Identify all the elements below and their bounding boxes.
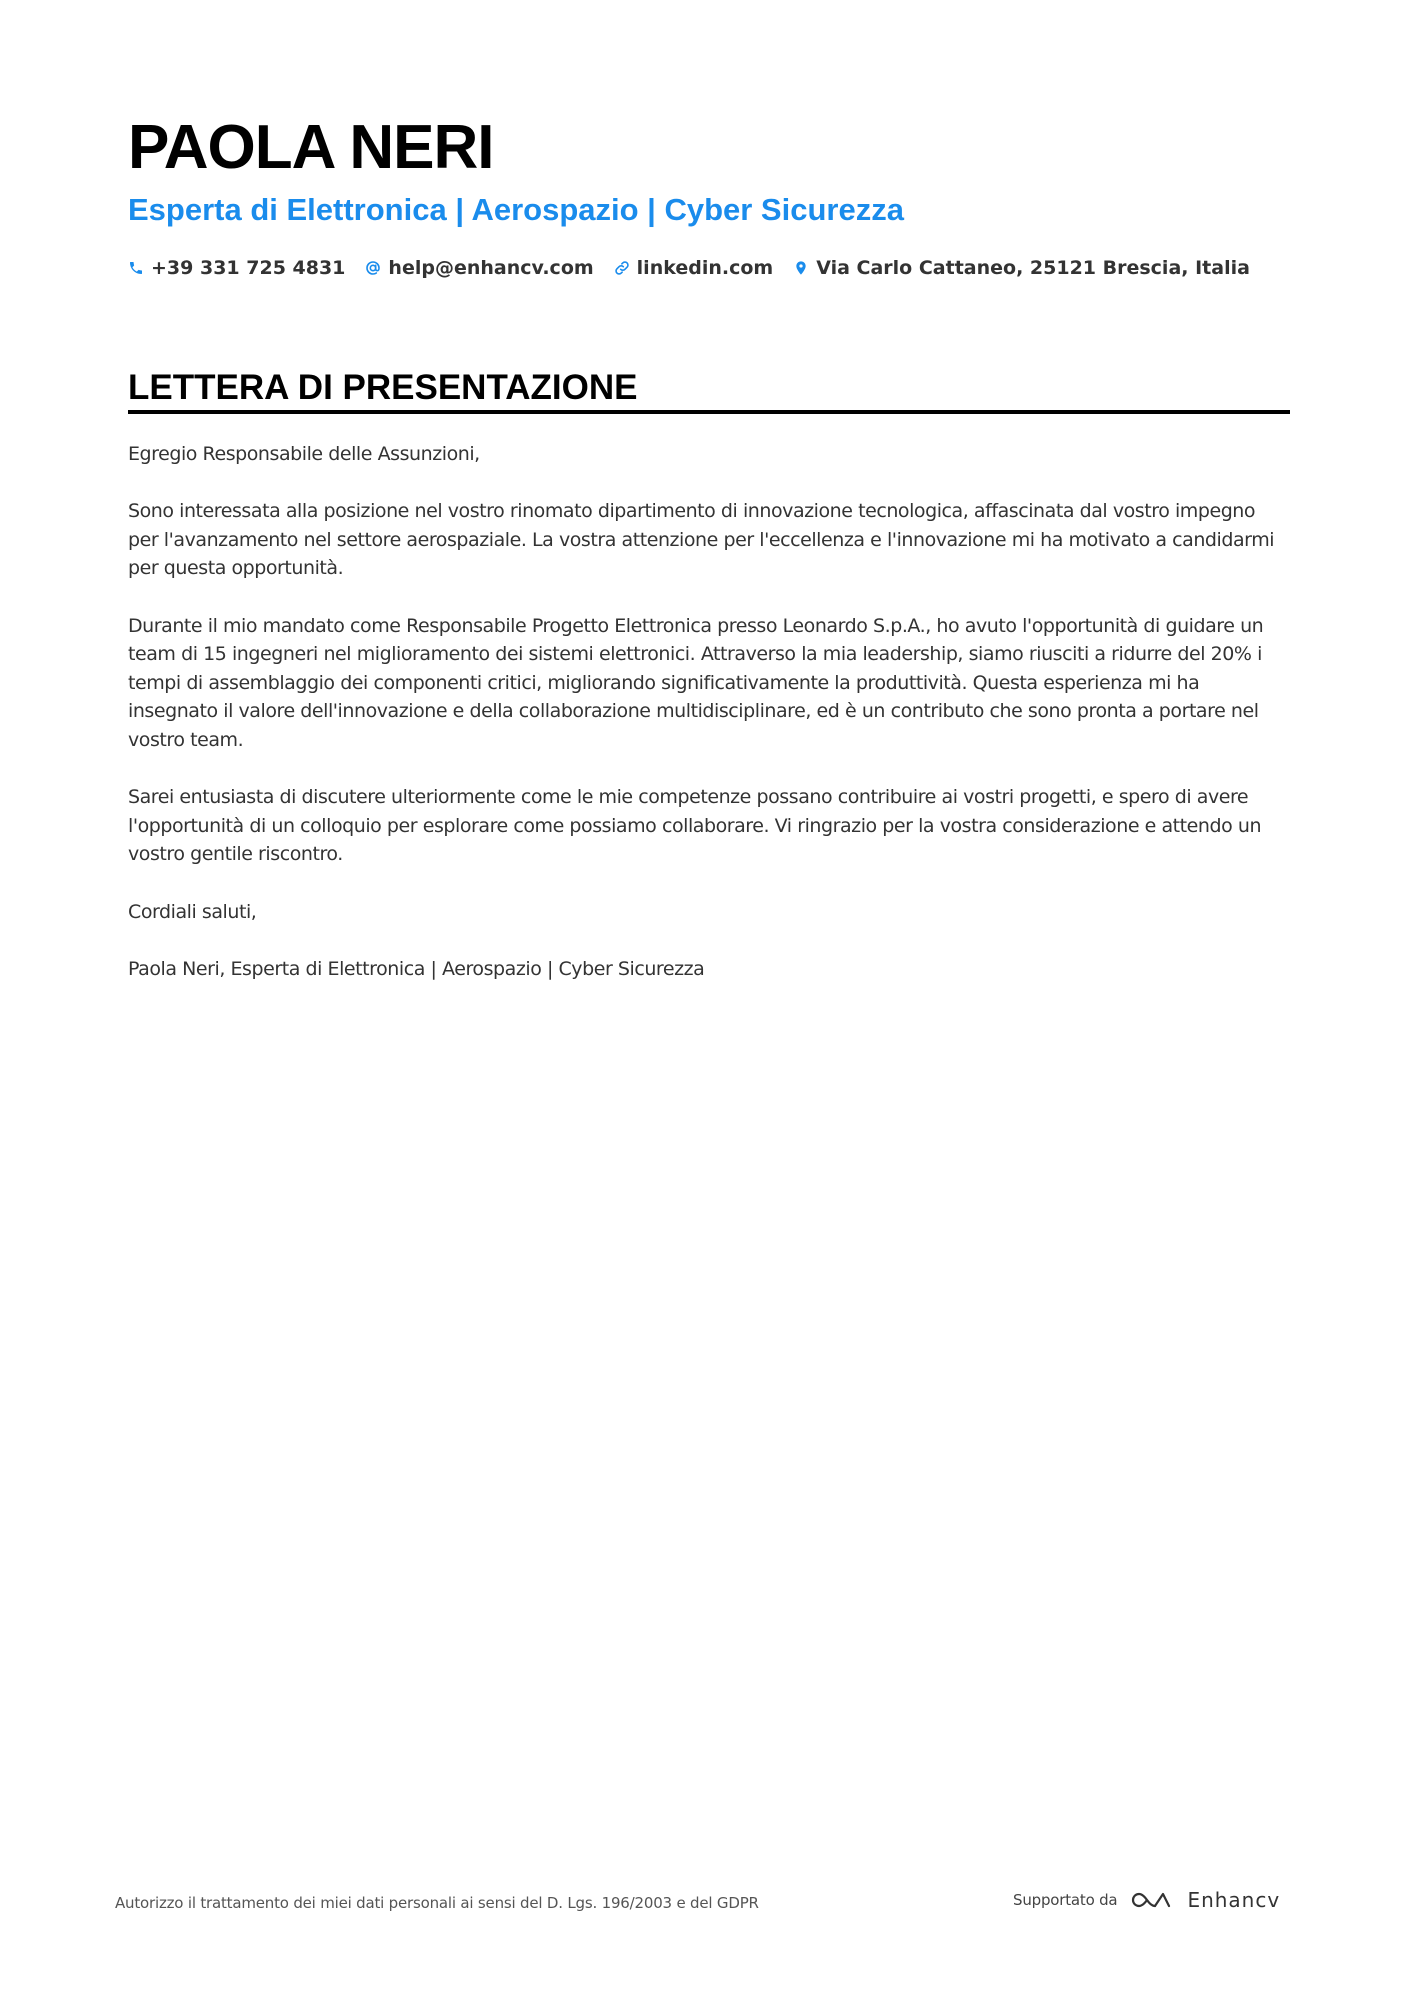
candidate-headline: Esperta di Elettronica | Aerospazio | Cyber Sicurezza: [128, 192, 904, 227]
letter-paragraph: Sono interessata alla posizione nel vostro rinomato dipartimento di innovazione tecnologica, affascinata dal vostro impegno per l'avanzamento nel settore aerospaziale. La vostra attenzione per l'eccellenza e l'innovazione mi ha motivato a candidarmi per questa opportunità.: [128, 500, 1275, 580]
candidate-name: PAOLA NERI: [128, 113, 494, 182]
letter-signature: Paola Neri, Esperta di Elettronica | Aerospazio | Cyber Sicurezza: [128, 957, 705, 980]
contact-bar: [128, 252, 1270, 284]
letter-paragraph: Sarei entusiasta di discutere ulteriormente come le mie competenze possano contribuire ai vostri progetti, e spero di avere l'opportunità di un colloquio per esplorare come possiamo collaborare. Vi ringrazio per la vostra considerazione e attendo un vostro gentile riscontro.: [128, 786, 1262, 866]
contact-address-text: Via Carlo Cattaneo, 25121 Brescia, Italia: [816, 257, 1250, 279]
enhancv-logo-icon: [1127, 1888, 1175, 1912]
location-pin-icon: [793, 260, 809, 276]
link-icon: [614, 260, 630, 276]
contact-phone-text: +39 331 725 4831: [151, 257, 346, 279]
privacy-consent: Autorizzo il trattamento dei miei dati personali ai sensi del D. Lgs. 196/2003 e del GDPR: [115, 1894, 759, 1912]
at-sign-icon: [365, 260, 381, 276]
contact-address: [793, 252, 1250, 284]
contact-phone[interactable]: [128, 252, 345, 284]
powered-by-badge[interactable]: [1013, 1880, 1280, 1920]
contact-linkedin-text: linkedin.com: [636, 257, 774, 279]
section-title: LETTERA DI PRESENTAZIONE: [128, 368, 638, 407]
brand-name: Enhancv: [1187, 1888, 1281, 1912]
letter-salutation: Egregio Responsabile delle Assunzioni,: [128, 443, 480, 465]
contact-linkedin[interactable]: [614, 252, 774, 284]
phone-icon: [128, 260, 144, 276]
contact-email-text: help@enhancv.com: [388, 257, 594, 279]
letter-paragraph: Durante il mio mandato come Responsabile Progetto Elettronica presso Leonardo S.p.A., ho avuto l'opportunità di guidare un team di 15 ingegneri nel miglioramento dei sistemi elettronici. Attraverso la mia leadership, siamo riusciti a ridurre del 20% i tempi di assemblaggio dei componenti critici, migliorando significativamente la produttività. Questa esperienza mi ha insegnato il valore dell'innovazione e della collaborazione multidisciplinare, ed è un contributo che sono pronta a portare nel vostro team.: [128, 614, 1264, 751]
contact-email[interactable]: [365, 252, 593, 284]
cover-letter-page: [128, 0, 1290, 1995]
letter-closing: Cordiali saluti,: [128, 900, 257, 923]
section-divider: [128, 410, 1290, 414]
letter-body: [128, 440, 1290, 1012]
powered-by-label: Supportato da: [1013, 1891, 1118, 1909]
